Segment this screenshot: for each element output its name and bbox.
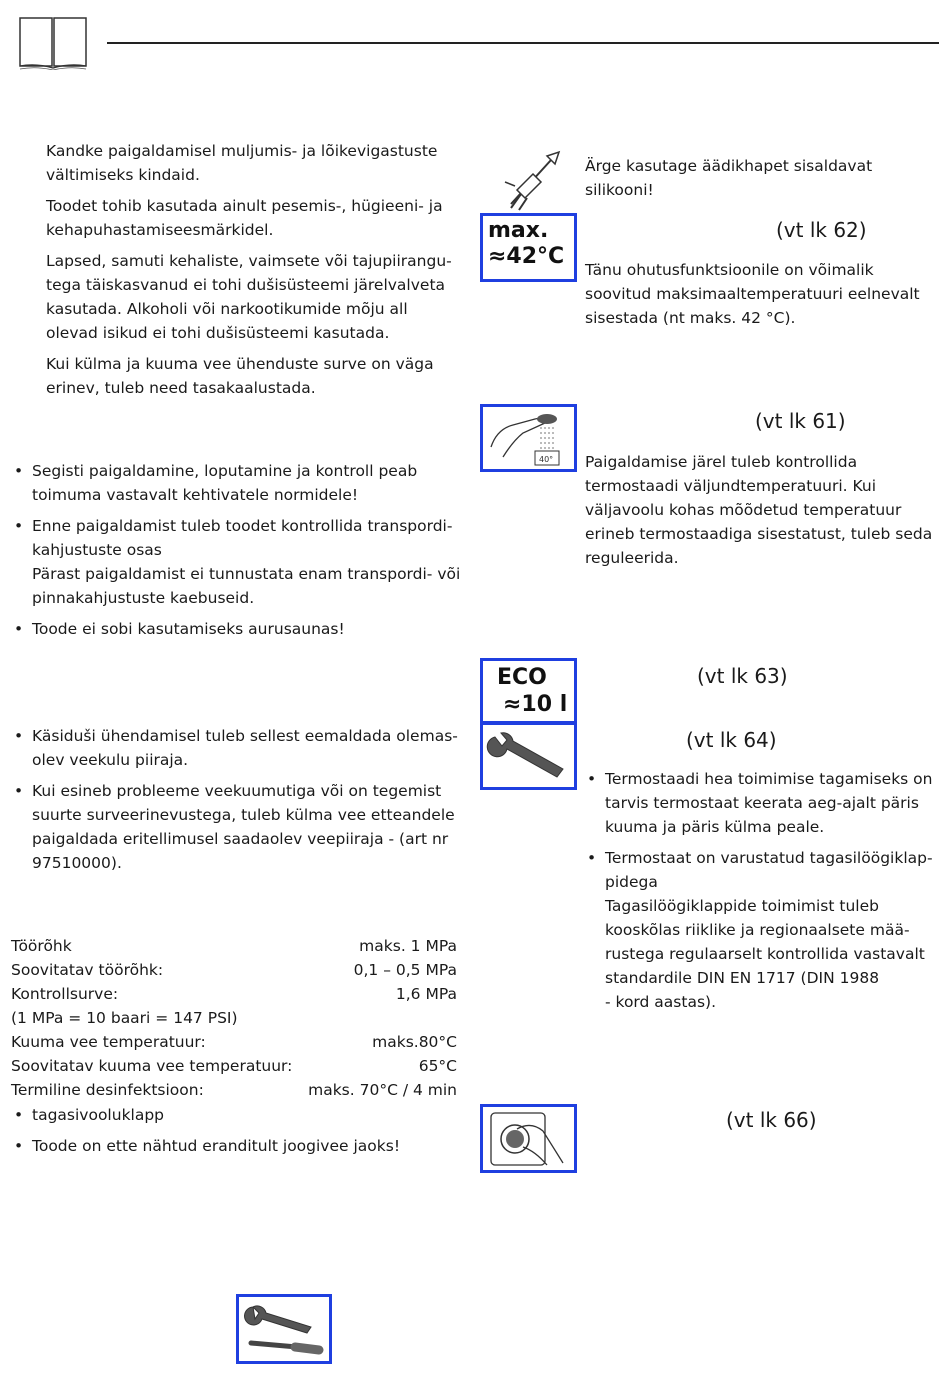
tech-label: Soovitatav kuuma vee temperatuur: <box>11 1057 293 1075</box>
eco-flow-limit-icon <box>480 658 577 724</box>
technical-data <box>11 934 457 1102</box>
tech-label: Soovitatav töörõhk: <box>11 961 164 979</box>
wrench-screwdriver-icon <box>236 1294 332 1364</box>
safety-paragraph: Lapsed, samuti kehaliste, vaimsete või tajupiirangu- tega täiskasvanud ei tohi dušisüsteemi järelvalveta kasutada. Alkoholi või narkootikumide mõju all olevad isikud ei tohi dušisüsteemi kasutada. <box>46 252 452 342</box>
tech-value: 65°C <box>418 1057 457 1075</box>
hand-shower-thermometer-icon <box>480 404 577 472</box>
maintenance-list <box>584 767 944 1021</box>
list-item: • Termostaadi hea toimimise tagamiseks on tarvis termostaat keerata aeg-ajalt päris kuuma ja päris külma peale. <box>584 767 944 839</box>
silicone-warning: Ärge kasutage äädikhapet sisaldavat silikooni! <box>585 157 873 199</box>
eco-value: ≈10 l <box>503 692 568 717</box>
list-item: • Toode on ette nähtud eranditult joogivee jaoks! <box>11 1134 471 1158</box>
safety-paragraph: Toodet tohib kasutada ainult pesemis-, hügieeni- ja kehapuhastamiseesmärkidel. <box>46 197 443 239</box>
list-item: • Segisti paigaldamine, loputamine ja kontroll peab toimuma vastavalt kehtivatele normidele! <box>11 459 471 507</box>
page-ref: (vt lk 66) <box>726 1108 817 1132</box>
tech-row <box>11 1078 457 1102</box>
wrench-icon <box>480 722 577 790</box>
thermo-display: 40° <box>539 455 554 464</box>
page-ref: (vt lk 61) <box>755 409 846 433</box>
tech-label: Kuuma vee temperatuur: <box>11 1033 206 1051</box>
list-item: • Kui esineb probleeme veekuumutiga või on tegemist suurte surveerinevustega, tuleb külma vee etteandele paigaldada eritellimusel saadaolev veepiiraja - (art nr 97510000). <box>11 779 471 875</box>
list-item: • tagasivooluklapp <box>11 1103 471 1127</box>
page-ref: (vt lk 62) <box>776 218 867 242</box>
list-item: • Toode ei sobi kasutamiseks aurusaunas! <box>11 617 471 641</box>
tech-label: Kontrollsurve: <box>11 985 119 1003</box>
list-item: • Käsiduši ühendamisel tuleb sellest eemaldada olemas- olev veekulu piiraja. <box>11 724 471 772</box>
max-label: max. <box>488 218 549 243</box>
silicone-gun-icon <box>497 148 567 214</box>
tech-row <box>11 1030 457 1054</box>
installation-list <box>11 459 471 648</box>
hand-turning-knob-icon <box>480 1104 577 1173</box>
tech-row <box>11 958 457 982</box>
adjust-text: Paigaldamise järel tuleb kontrollida termostaadi väljundtemperatuuri. Kui väljavoolu kohas mõõdetud temperatuur erineb termostaadiga sisestatust, tuleb seda reguleerida. <box>585 453 933 567</box>
tech-value: 1,6 MPa <box>395 985 457 1003</box>
tech-row <box>11 982 457 1006</box>
tech-row <box>11 1054 457 1078</box>
book-icon <box>18 14 88 70</box>
tech-row <box>11 934 457 958</box>
tech-value: maks.80°C <box>372 1033 457 1051</box>
tech-note: (1 MPa = 10 baari = 147 PSI) <box>11 1009 238 1027</box>
max-value: ≈42°C <box>488 244 565 269</box>
eco-label: ECO <box>497 665 547 690</box>
safety-paragraph: Kui külma ja kuuma vee ühenduste surve on väga erinev, tuleb need tasakaalustada. <box>46 355 434 397</box>
tech-label: Töörõhk <box>11 937 72 955</box>
safety-section <box>46 139 466 407</box>
safety-function-text: Tänu ohutusfunktsioonile on võimalik soovitud maksimaaltemperatuuri eelnevalt sisestada (nt maks. 42 °C). <box>585 261 920 327</box>
header-rule <box>107 42 939 44</box>
list-item: • Termostaat on varustatud tagasilöögiklap- pidega Tagasilöögiklappide toimimist tuleb kooskõlas riiklike ja regionaalsete mää- rustega regulaarselt kontrollida vastavalt standardile DIN EN 1717 (DIN 1988 - kord aastas). <box>584 846 944 1014</box>
list-item: • Enne paigaldamist tuleb toodet kontrollida transpordi- kahjustuste osas Pärast paigaldamist ei tunnustata enam transpordi- või pinnakahjustuste kaebuseid. <box>11 514 471 610</box>
tech-value: maks. 1 MPa <box>359 937 457 955</box>
notes-list <box>11 724 471 882</box>
max-temperature-icon <box>480 213 577 282</box>
page-ref: (vt lk 63) <box>697 664 788 688</box>
safety-paragraph: Kandke paigaldamisel muljumis- ja lõikevigastuste vältimiseks kindaid. <box>46 142 438 184</box>
tech-label: Termiline desinfektsioon: <box>11 1081 204 1099</box>
tech-bullets <box>11 1103 471 1165</box>
page-ref: (vt lk 64) <box>686 728 777 752</box>
tech-value: maks. 70°C / 4 min <box>308 1081 457 1099</box>
tech-value: 0,1 – 0,5 MPa <box>353 961 457 979</box>
